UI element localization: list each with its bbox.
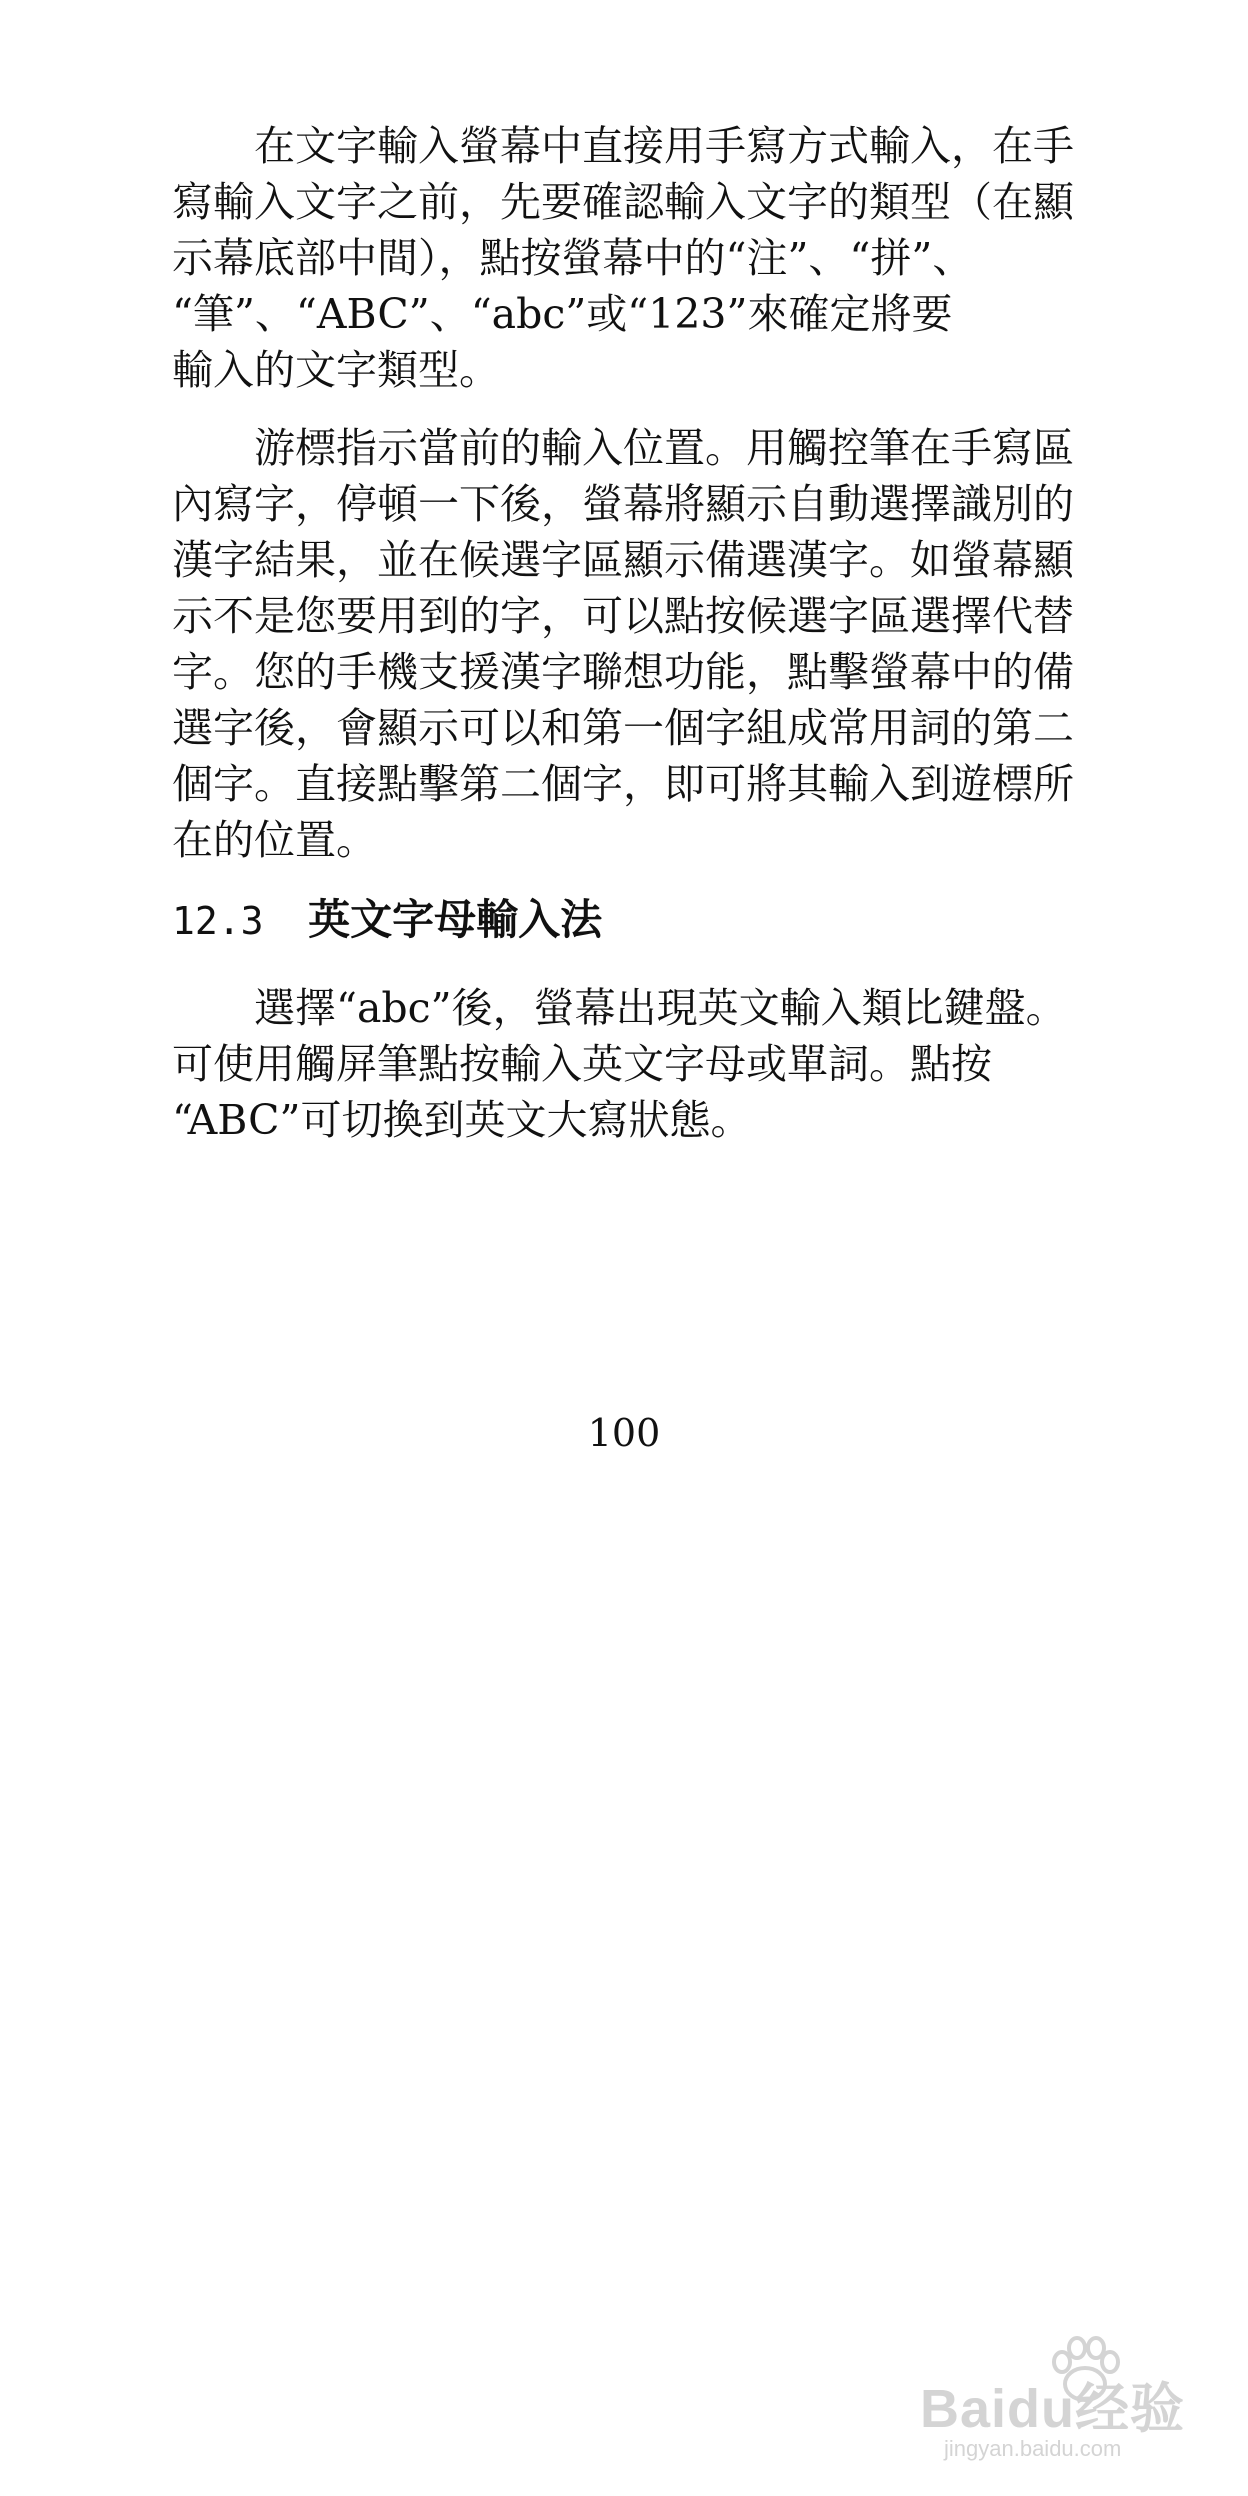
paragraph-line: “ABC”可切換到英文大寫狀態。 [172,1096,752,1144]
paragraph-line: 選擇“abc”後，螢幕出現英文輸入類比鍵盤。 [254,984,1067,1032]
paragraph-line: 可使用觸屏筆點按輸入英文字母或單詞。點按 [172,1040,992,1088]
paragraph-line: 漢字結果，並在候選字區顯示備選漢字。如螢幕顯 [172,536,1074,584]
paragraph-line: 輸入的文字類型。 [172,346,500,394]
paragraph-line: “筆”、“ABC”、“abc”或“123”來確定將要 [172,290,953,338]
paragraph-line: 選字後，會顯示可以和第一個字組成常用詞的第二 [172,704,1074,752]
paragraph-line: 示不是您要用到的字，可以點按候選字區選擇代替 [172,592,1074,640]
section-heading [172,892,602,949]
paragraph-line: 個字。直接點擊第二個字，即可將其輸入到遊標所 [172,760,1074,808]
watermark-brand: Baidu经验 [920,2379,1186,2439]
paragraph-line: 內寫字，停頓一下後，螢幕將顯示自動選擇識別的 [172,480,1074,528]
paragraph-line: 游標指示當前的輸入位置。用觸控筆在手寫區 [254,424,1074,472]
paragraph-cursor-candidates [172,420,1072,868]
paragraph-line: 在的位置。 [172,816,377,864]
paragraph-line: 示幕底部中間），點按螢幕中的“注”、“拼”、 [172,234,974,282]
baidu-jingyan-watermark [920,2336,1220,2466]
paragraph-english-input [172,980,1072,1148]
section-title: 英文字母輸入法 [308,895,603,944]
section-number: 12.3 [172,899,264,943]
paragraph-line: 在文字輸入螢幕中直接用手寫方式輸入，在手 [254,122,1074,170]
paragraph-handwriting-input [172,118,1072,398]
paragraph-line: 字。您的手機支援漢字聯想功能，點擊螢幕中的備 [172,648,1074,696]
paragraph-line: 寫輸入文字之前，先要確認輸入文字的類型（在顯 [172,178,1074,226]
watermark-domain: jingyan.baidu.com [944,2436,1122,2461]
page-number: 100 [587,1411,661,1455]
